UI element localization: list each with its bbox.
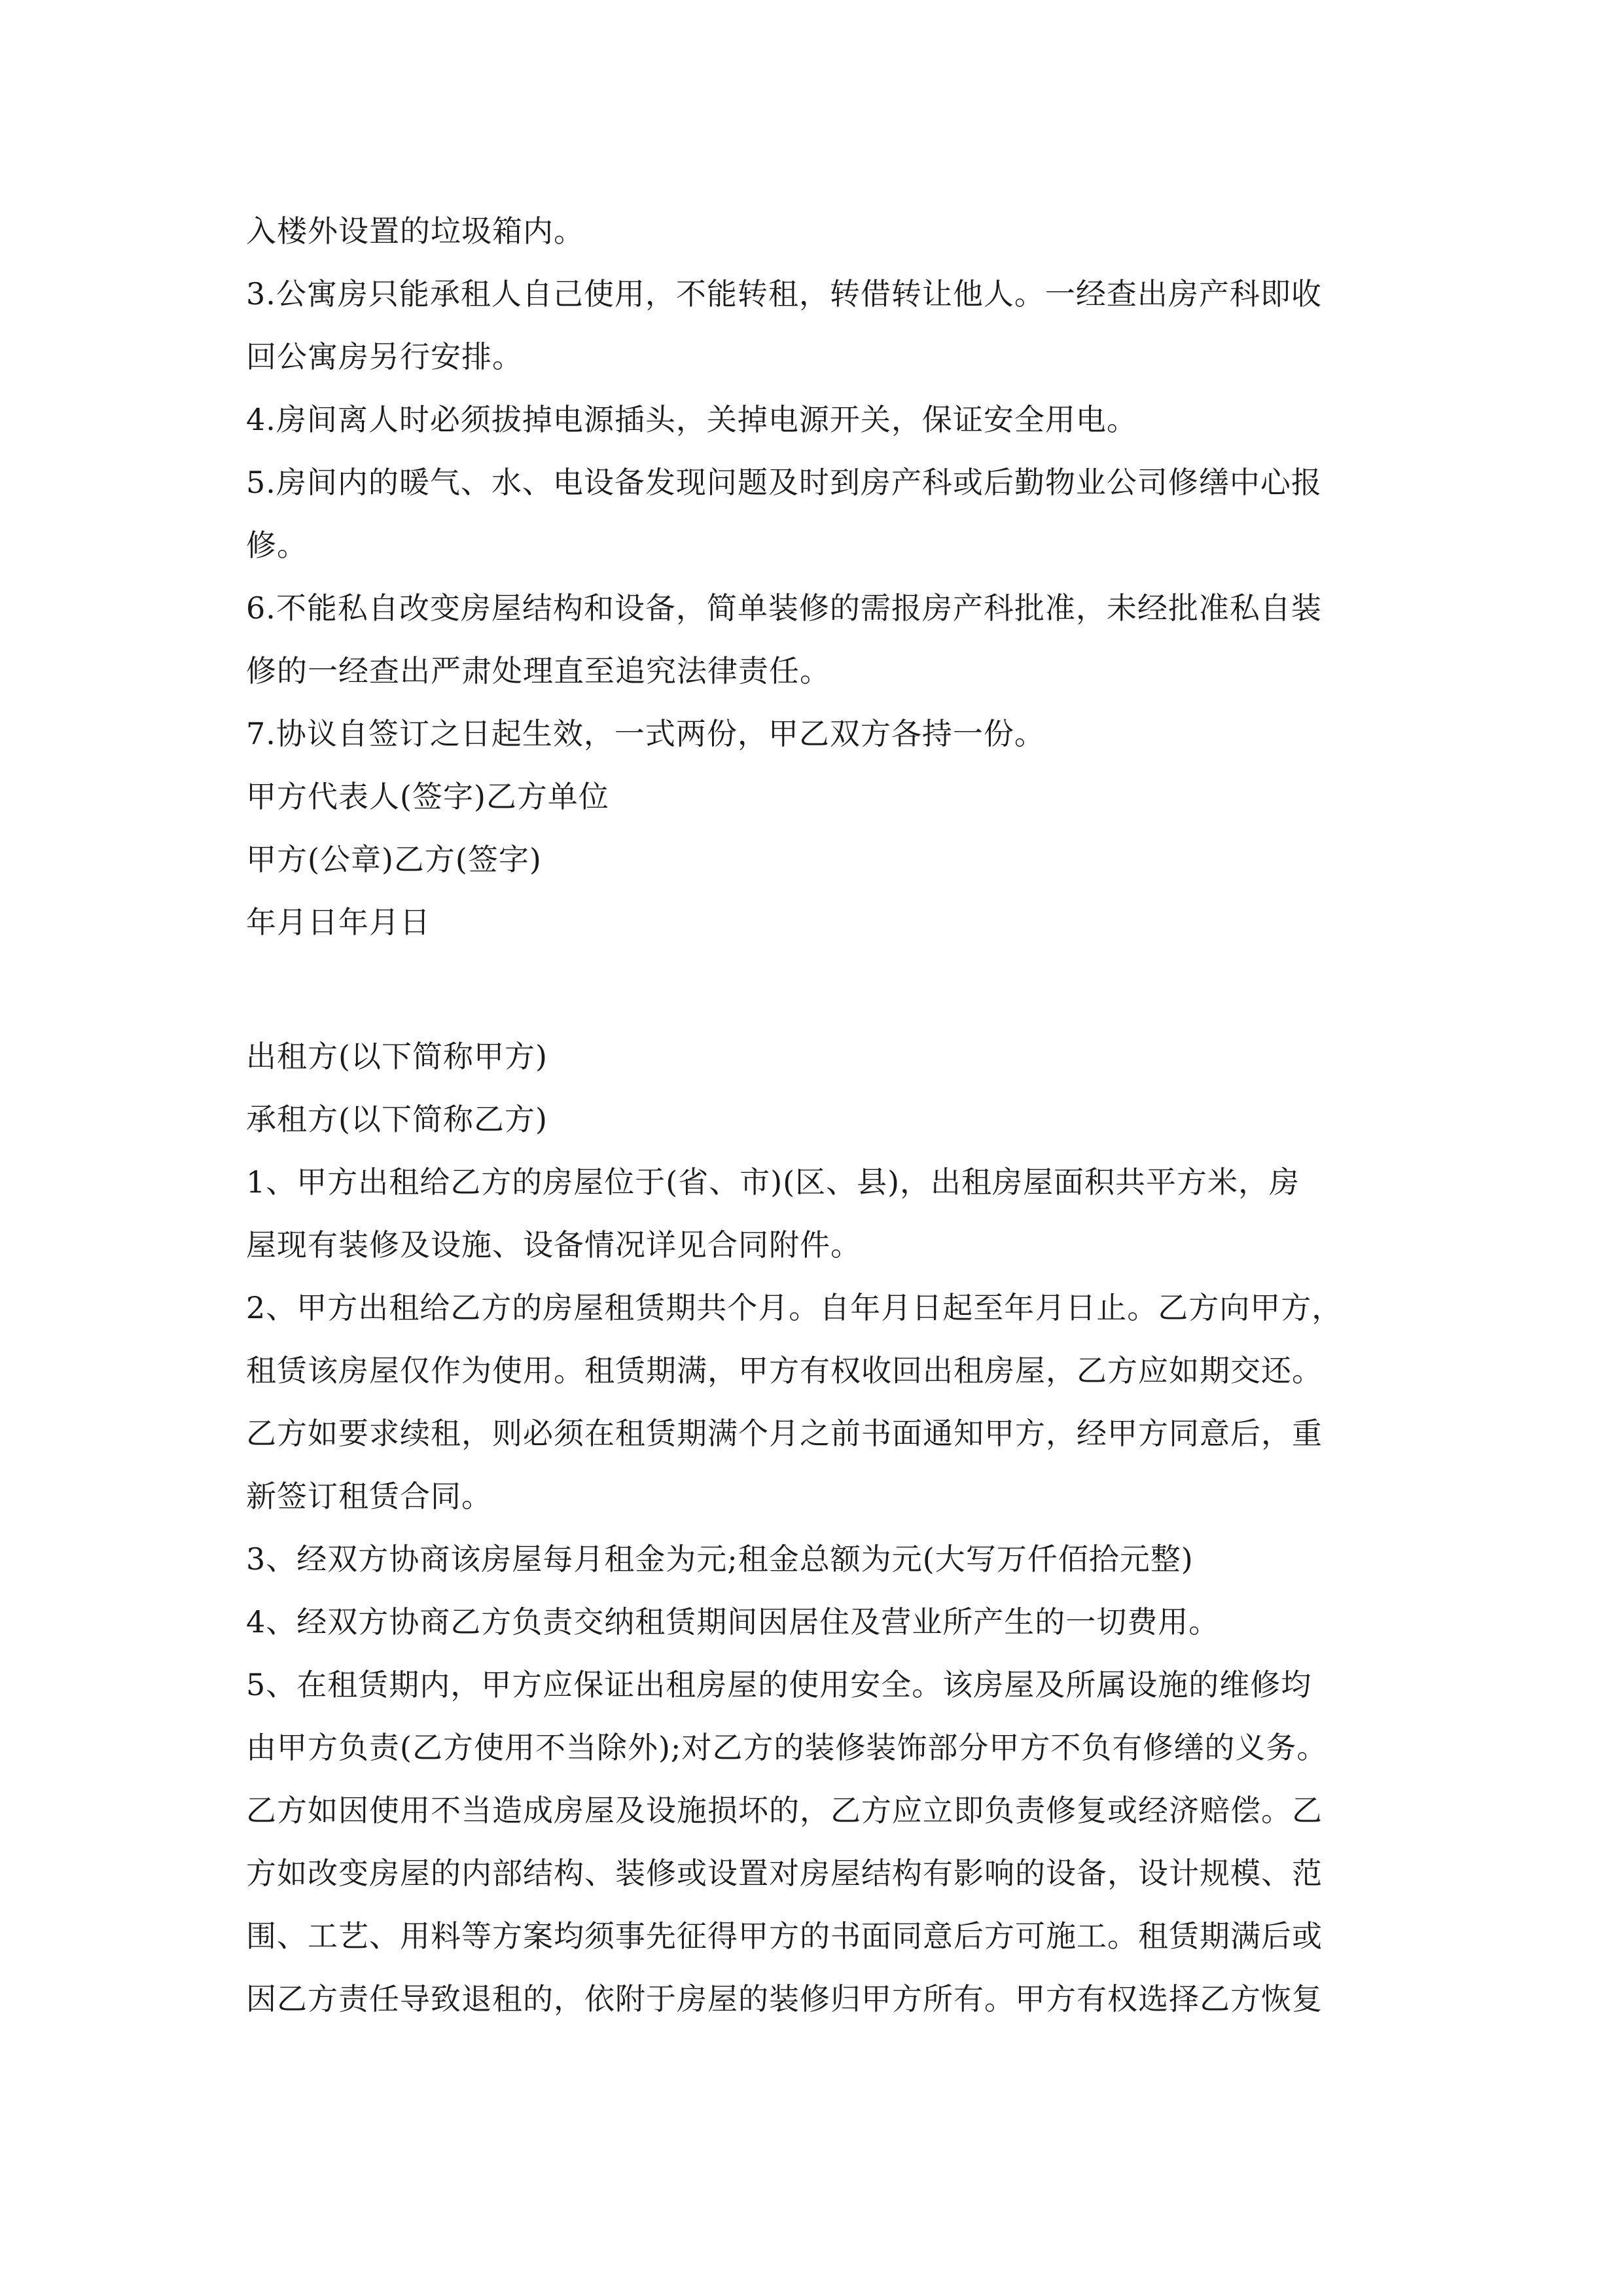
text-line: 6.不能私自改变房屋结构和设备，简单装修的需报房产科批准，未经批准私自装 bbox=[246, 590, 1322, 626]
text-line: 乙方如要求续租，则必须在租赁期满个月之前书面通知甲方，经甲方同意后，重 bbox=[246, 1416, 1323, 1451]
text-line: 修的一经查出严肃处理直至追究法律责任。 bbox=[246, 653, 830, 689]
text-line: 修。 bbox=[246, 528, 308, 563]
text-line: 屋现有装修及设施、设备情况详见合同附件。 bbox=[246, 1227, 861, 1263]
agreement-rules-section bbox=[246, 200, 1411, 954]
text-line: 入楼外设置的垃圾箱内。 bbox=[246, 213, 584, 249]
text-line: 7.协议自签订之日起生效，一式两份，甲乙双方各持一份。 bbox=[246, 716, 1045, 751]
text-line: 2、甲方出租给乙方的房屋租赁期共个月。自年月日起至年月日止。乙方向甲方， bbox=[246, 1290, 1343, 1325]
text-line: 甲方代表人(签字)乙方单位 bbox=[246, 779, 609, 814]
text-line: 乙方如因使用不当造成房屋及设施损坏的，乙方应立即负责修复或经济赔偿。乙 bbox=[246, 1793, 1323, 1828]
text-line: 3、经双方协商该房屋每月租金为元;租金总额为元(大写万仟佰拾元整) bbox=[246, 1541, 1194, 1577]
text-line: 回公寓房另行安排。 bbox=[246, 339, 523, 374]
text-line: 1、甲方出租给乙方的房屋位于(省、市)(区、县)，出租房屋面积共平方米，房 bbox=[246, 1164, 1300, 1200]
text-line: 出租方(以下简称甲方) bbox=[246, 1039, 548, 1074]
text-line: 4.房间离人时必须拔掉电源插头，关掉电源开关，保证安全用电。 bbox=[246, 402, 1137, 437]
text-line: 租赁该房屋仅作为使用。租赁期满，甲方有权收回出租房屋，乙方应如期交还。 bbox=[246, 1353, 1323, 1388]
text-line: 围、工艺、用料等方案均须事先征得甲方的书面同意后方可施工。租赁期满后或 bbox=[246, 1918, 1323, 1954]
lease-contract-section bbox=[246, 1025, 1411, 2030]
text-line: 5、在租赁期内，甲方应保证出租房屋的使用安全。该房屋及所属设施的维修均 bbox=[246, 1667, 1312, 1702]
text-line: 5.房间内的暖气、水、电设备发现问题及时到房产科或后勤物业公司修缮中心报 bbox=[246, 465, 1322, 500]
text-line: 承租方(以下简称乙方) bbox=[246, 1102, 548, 1137]
text-line: 甲方(公章)乙方(签字) bbox=[246, 842, 542, 877]
text-line: 4、经双方协商乙方负责交纳租赁期间因居住及营业所产生的一切费用。 bbox=[246, 1604, 1220, 1640]
text-line: 由甲方负责(乙方使用不当除外);对乙方的装修装饰部分甲方不负有修缮的义务。 bbox=[246, 1730, 1328, 1765]
text-line: 3.公寓房只能承租人自己使用，不能转租，转借转让他人。一经查出房产科即收 bbox=[246, 276, 1322, 312]
text-line: 因乙方责任导致退租的，依附于房屋的装修归甲方所有。甲方有权选择乙方恢复 bbox=[246, 1981, 1323, 2017]
text-line: 年月日年月日 bbox=[246, 905, 431, 940]
text-line: 方如改变房屋的内部结构、装修或设置对房屋结构有影响的设备，设计规模、范 bbox=[246, 1856, 1323, 1891]
text-line: 新签订租赁合同。 bbox=[246, 1479, 492, 1514]
